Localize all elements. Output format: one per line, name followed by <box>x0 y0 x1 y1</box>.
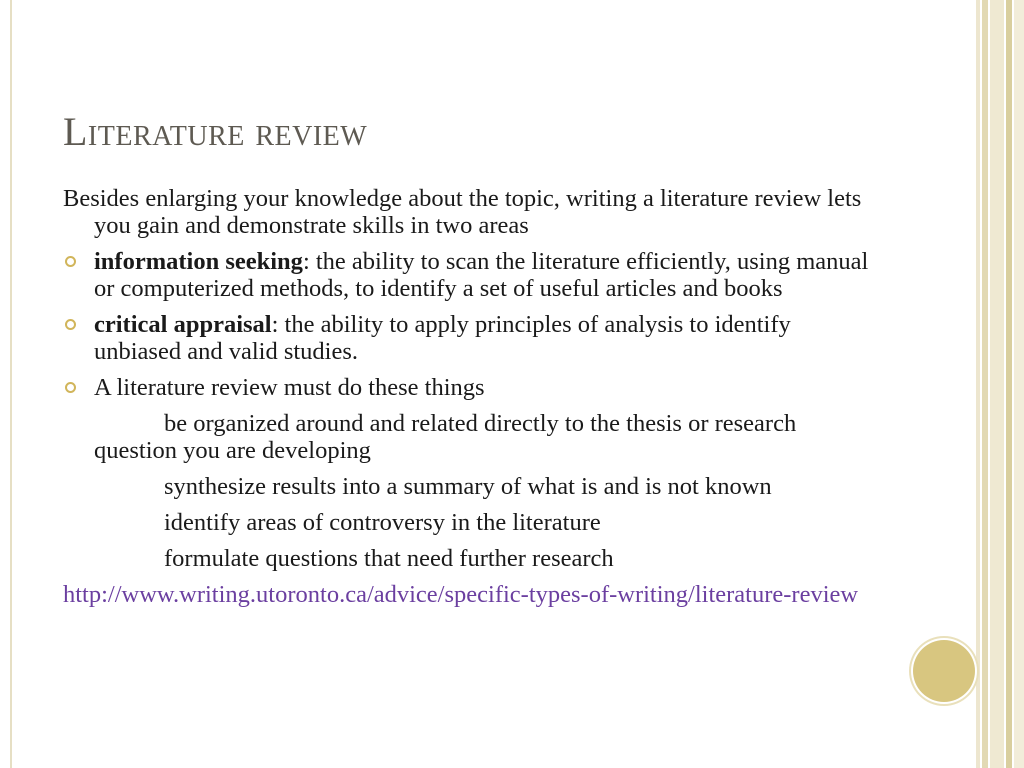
slide-title: Literature review <box>63 109 368 154</box>
sub-item <box>63 545 883 572</box>
sub-item-text: synthesize results into a summary of what is and is not known <box>164 473 772 500</box>
sub-item-text: identify areas of controversy in the literature <box>164 509 601 536</box>
bullet-critical-appraisal <box>63 311 883 365</box>
bullet-term: information seeking <box>94 248 303 275</box>
frame-line <box>10 0 12 768</box>
sub-item-text: be organized around and related directly to the thesis or research question you are developing <box>94 410 797 464</box>
sub-item-text: formulate questions that need further research <box>164 545 614 572</box>
sub-item <box>63 509 883 536</box>
bullet-information-seeking <box>63 248 883 302</box>
bullet-icon <box>65 319 76 330</box>
bullet-text: : the ability to apply principles of analysis to identify unbiased and valid studies. <box>94 311 791 365</box>
intro-paragraph: Besides enlarging your knowledge about the topic, writing a literature review lets you gain and demonstrate skills in two areas <box>63 185 862 239</box>
bullet-term: critical appraisal <box>94 311 272 338</box>
bullet-icon <box>65 256 76 267</box>
sub-item <box>63 410 883 464</box>
reference-link[interactable]: http://www.writing.utoronto.ca/advice/specific-types-of-writing/literature-review <box>63 581 859 608</box>
decorative-circle <box>913 640 975 702</box>
bullet-icon <box>65 382 76 393</box>
reference-paragraph <box>63 581 883 608</box>
bullet-must-do <box>63 374 883 401</box>
sub-item <box>63 473 883 500</box>
slide-body <box>63 185 883 617</box>
bullet-text: A literature review must do these things <box>94 374 485 401</box>
bullet-text: : the ability to scan the literature efficiently, using manual or computerized methods, to identify a set of useful articles and books <box>94 248 869 302</box>
decorative-stripes <box>976 0 1024 768</box>
